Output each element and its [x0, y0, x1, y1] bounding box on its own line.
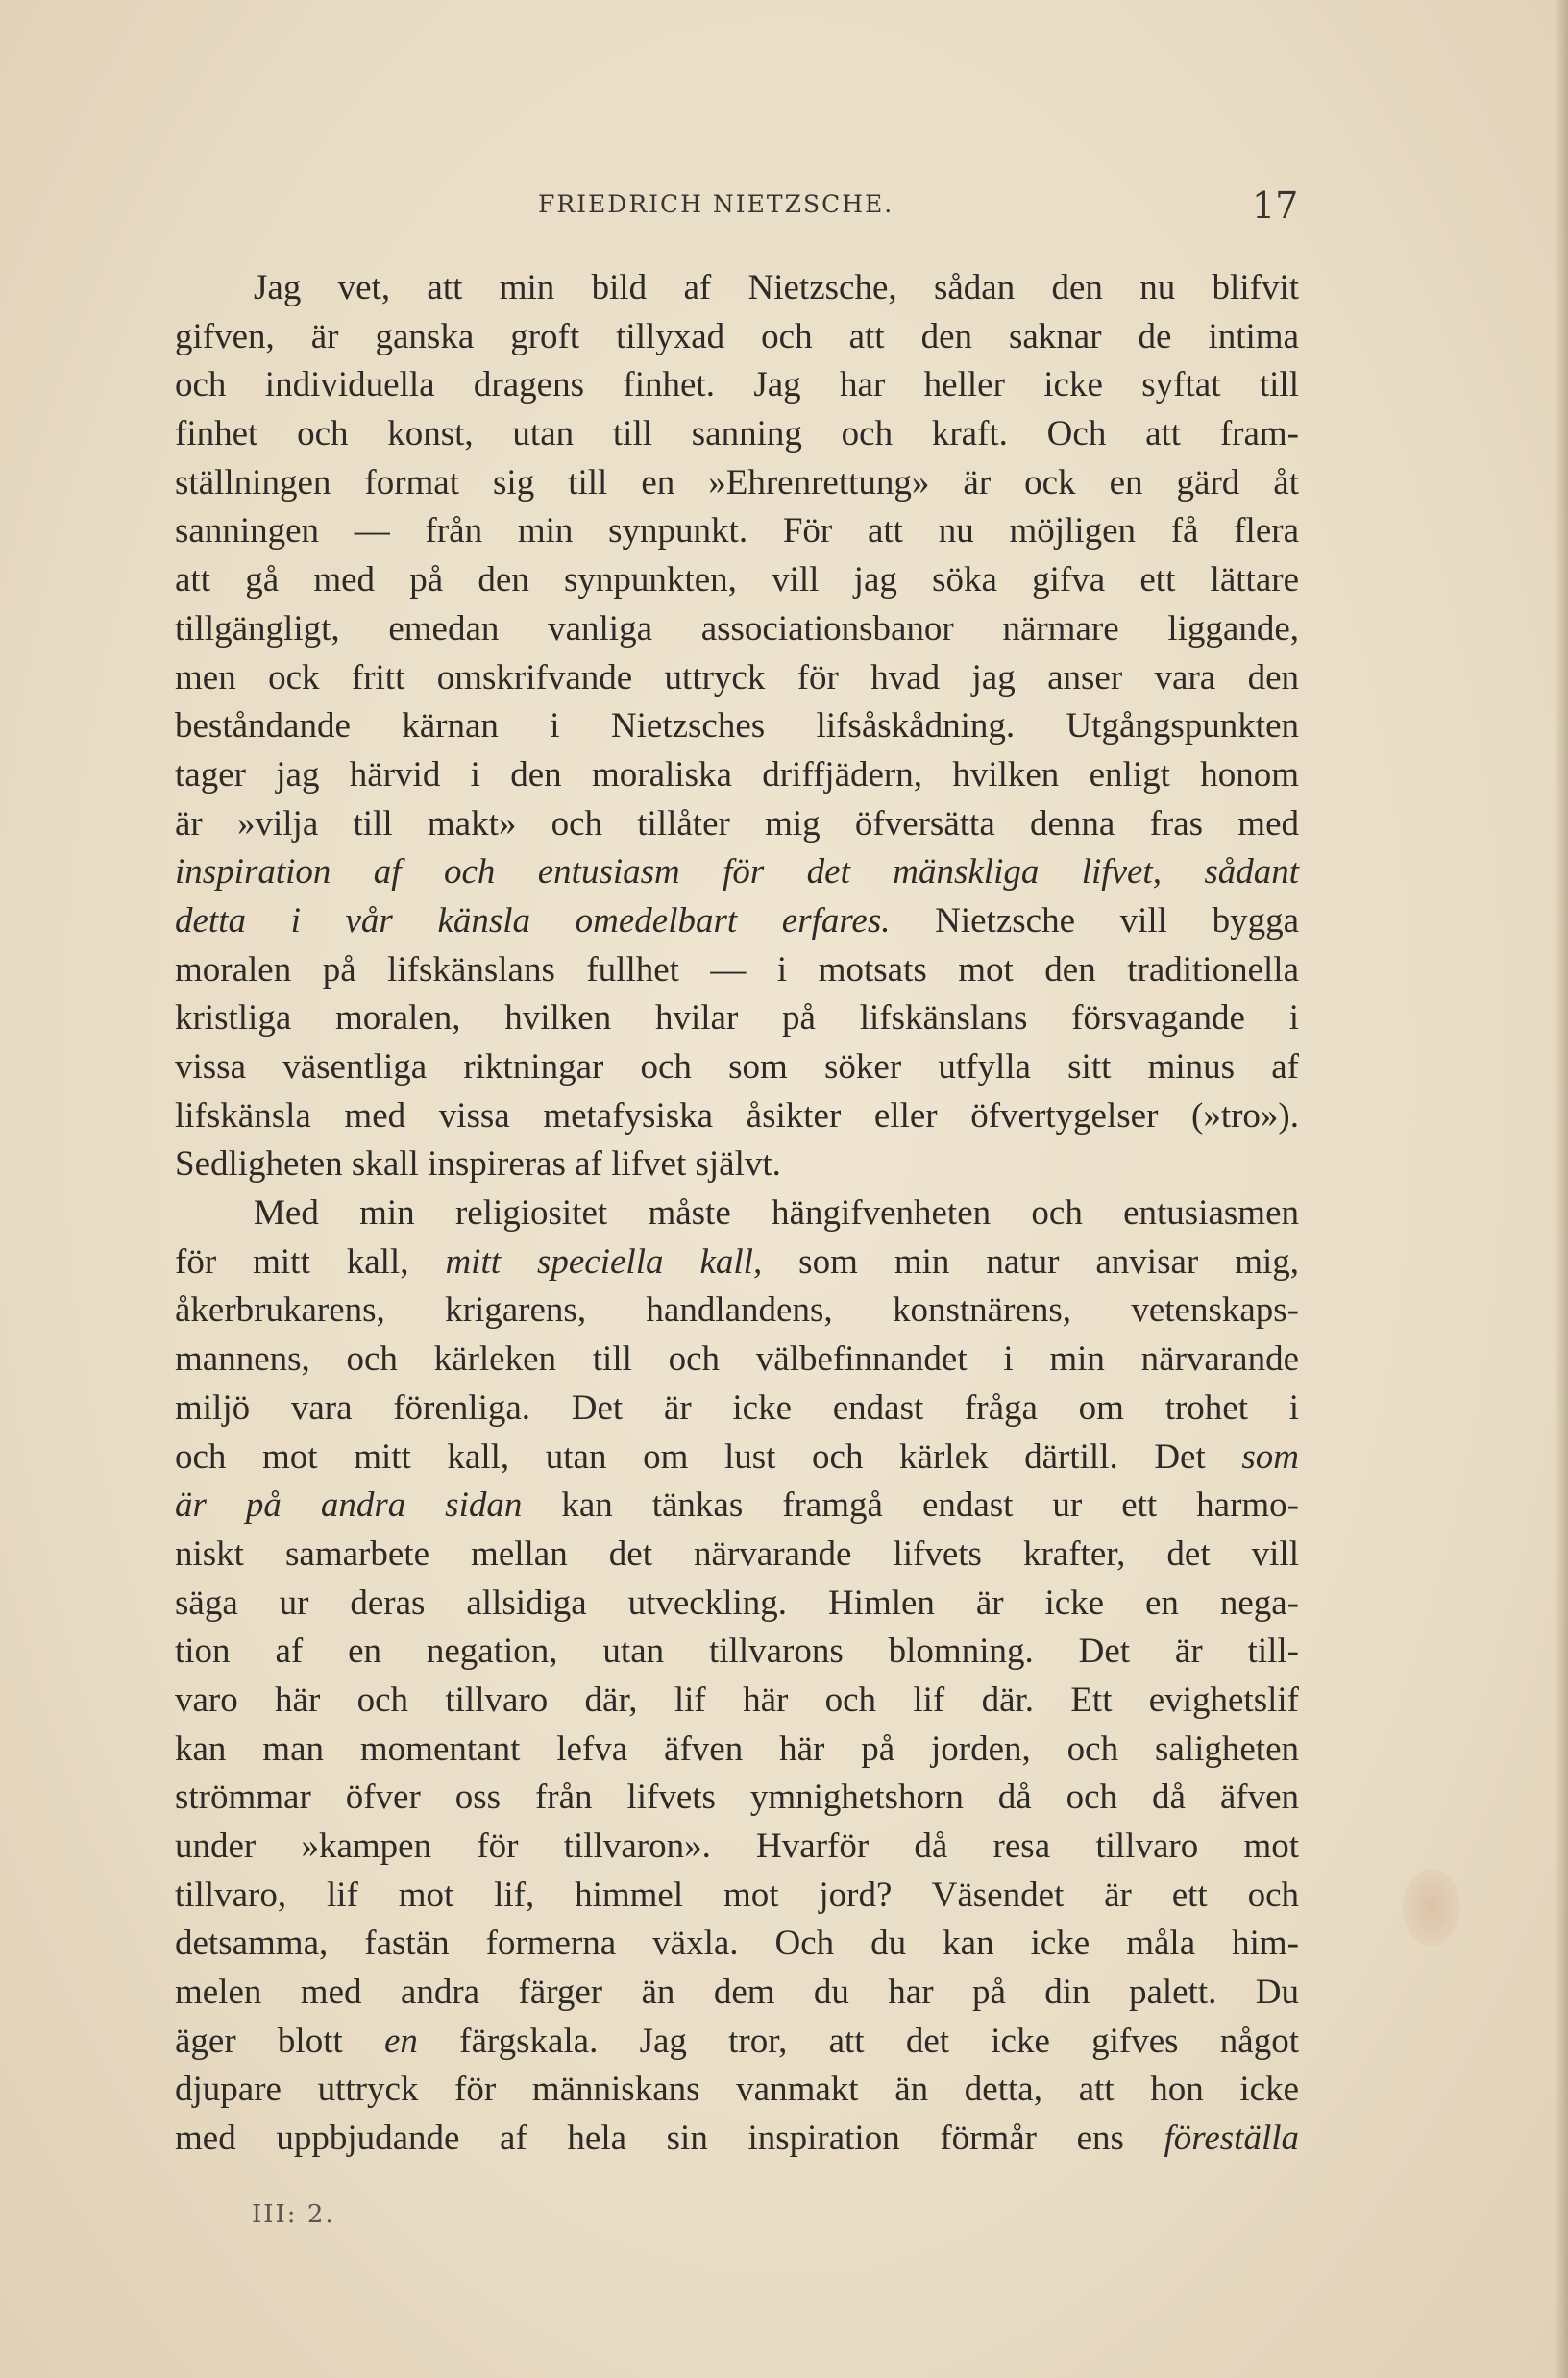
- text-line: Sedligheten skall inspireras af lifvet självt.: [175, 1144, 781, 1185]
- text-line: och mot mitt kall, utan om lust och kärlek därtill. Det som: [175, 1436, 1299, 1477]
- text-line: under »kampen för tillvaron». Hvarför då resa tillvaro mot: [175, 1826, 1299, 1866]
- text-line: för mitt kall, mitt speciella kall, som min natur anvisar mig,: [175, 1241, 1300, 1282]
- page-edge-shadow: [1555, 0, 1568, 2378]
- text-line: detta i vår känsla omedelbart erfares. Nietzsche vill bygga: [175, 900, 1300, 941]
- text-line: och individuella dragens finhet. Jag har heller icke syftat till: [175, 365, 1299, 405]
- text-line: djupare uttryck för människans vanmakt än detta, att hon icke: [175, 2070, 1299, 2110]
- text-line: strömmar öfver oss från lifvets ymnighetshorn då och då äfven: [175, 1777, 1299, 1818]
- text-line: tager jag härvid i den moraliska driffjädern, hvilken enligt honom: [175, 754, 1299, 795]
- text-line: åkerbrukarens, krigarens, handlandens, konstnärens, vetenskaps-: [175, 1290, 1299, 1331]
- text-line: men ock fritt omskrifvande uttryck för hvad jag anser vara den: [175, 657, 1299, 698]
- text-line: kan man momentant lefva äfven här på jorden, och saligheten: [175, 1728, 1299, 1769]
- paper-stain: [1403, 1869, 1460, 1946]
- text-line: beståndande kärnan i Nietzsches lifsåskådning. Utgångspunkten: [175, 706, 1299, 747]
- text-line: är på andra sidan kan tänkas framgå endast ur ett harmo-: [175, 1485, 1299, 1526]
- text-line: inspiration af och entusiasm för det mänskliga lifvet, sådant: [175, 852, 1299, 893]
- page-header: [0, 184, 1568, 229]
- text-line: ställningen format sig till en »Ehrenrettung» är ock en gärd åt: [175, 462, 1299, 503]
- page-number: 17: [1252, 184, 1299, 227]
- text-line: moralen på lifskänslans fullhet — i motsats mot den traditionella: [175, 949, 1299, 990]
- text-line: niskt samarbete mellan det närvarande lifvets krafter, det vill: [175, 1533, 1299, 1574]
- text-line: detsamma, fastän formerna växla. Och du kan icke måla him-: [175, 1924, 1299, 1964]
- text-line: mannens, och kärleken till och välbefinnandet i min närvarande: [175, 1339, 1299, 1380]
- text-line: säga ur deras allsidiga utveckling. Himlen är icke en nega-: [175, 1582, 1299, 1623]
- text-line: Med min religiositet måste hängifvenheten och entusiasmen: [254, 1193, 1299, 1234]
- text-line: äger blott en färgskala. Jag tror, att det icke gifves något: [175, 2021, 1299, 2061]
- text-line: tillgängligt, emedan vanliga associationsbanor närmare liggande,: [175, 608, 1299, 649]
- text-line: gifven, är ganska groft tillyxad och att den saknar de intima: [175, 316, 1299, 356]
- text-line: finhet och konst, utan till sanning och kraft. Och att fram-: [175, 414, 1299, 454]
- text-line: Jag vet, att min bild af Nietzsche, sådan den nu blifvit: [254, 268, 1299, 307]
- running-head: FRIEDRICH NIETZSCHE.: [538, 190, 894, 218]
- text-line: med uppbjudande af hela sin inspiration förmår ens föreställa: [175, 2119, 1299, 2159]
- text-line: lifskänsla med vissa metafysiska åsikter eller öfvertygelser (»tro»).: [175, 1095, 1299, 1136]
- text-line: sanningen — från min synpunkt. För att nu möjligen få flera: [175, 511, 1299, 552]
- signature-mark: III: 2.: [252, 2200, 335, 2229]
- text-line: att gå med på den synpunkten, vill jag söka gifva ett lättare: [175, 560, 1299, 601]
- text-line: tion af en negation, utan tillvarons blomning. Det är till-: [175, 1631, 1299, 1672]
- body-text: [175, 264, 1299, 2164]
- text-line: varo här och tillvaro där, lif här och lif där. Ett evighetslif: [175, 1679, 1299, 1720]
- text-line: kristliga moralen, hvilken hvilar på lifskänslans försvagande i: [175, 998, 1299, 1039]
- text-line: tillvaro, lif mot lif, himmel mot jord? Väsendet är ett och: [175, 1875, 1299, 1915]
- text-line: är »vilja till makt» och tillåter mig öfversätta denna fras med: [175, 803, 1299, 844]
- text-line: melen med andra färger än dem du har på din palett. Du: [175, 1973, 1299, 2013]
- text-line: miljö vara förenliga. Det är icke endast fråga om trohet i: [175, 1387, 1299, 1428]
- text-line: vissa väsentliga riktningar och som söker utfylla sitt minus af: [175, 1047, 1299, 1087]
